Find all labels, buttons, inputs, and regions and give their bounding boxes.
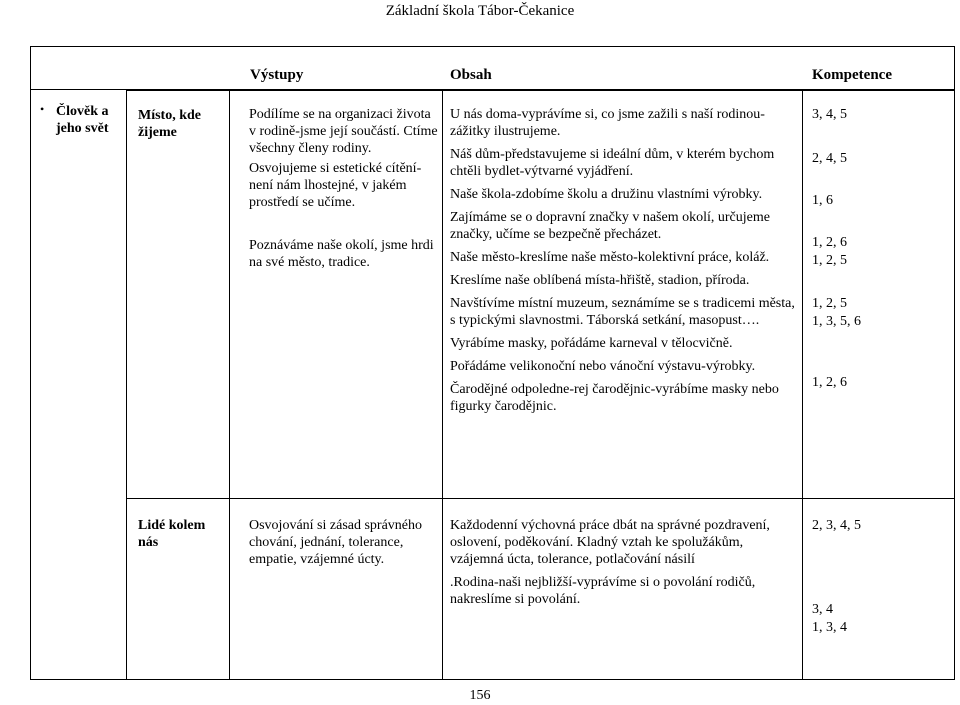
table-border-bottom <box>30 679 955 680</box>
column-header-kompetence: Kompetence <box>812 67 892 83</box>
competences-cell <box>812 106 952 391</box>
competence-value: 1, 2, 6 <box>812 375 847 390</box>
bullet-icon: • <box>40 102 45 116</box>
content-cell <box>450 106 798 421</box>
theme-label: Člověk a jeho svět <box>56 104 109 136</box>
competence-value: 1, 2, 6 <box>812 235 847 250</box>
content-item: Každodenní výchovná práce dbát na správné pozdravení, oslovení, poděkování. Kladný vztah ke spolužákům, vzájemná úcta, tolerance, potlačování násilí <box>450 518 770 567</box>
content-item: Kreslíme naše oblíbená místa-hřiště, stadion, příroda. <box>450 273 750 288</box>
table-border-right <box>954 46 955 680</box>
content-item: Vyrábíme masky, pořádáme karneval v tělocvičně. <box>450 336 733 351</box>
table-border-left <box>30 46 31 680</box>
output-item: Podílíme se na organizaci života v rodině-jsme její součástí. Ctíme všechny členy rodiny. <box>249 107 438 156</box>
outputs-cell <box>249 517 439 574</box>
col-divider-1 <box>126 89 127 680</box>
content-item: Čarodějné odpoledne-rej čarodějnic-vyrábíme masky nebo figurky čarodějnic. <box>450 382 779 414</box>
output-item: Osvojujeme si estetické cítění-není nám lhostejné, v jakém prostředí se učíme. <box>249 161 422 210</box>
content-item: Navštívíme místní muzeum, seznámíme se s tradicemi města, s typickými slavnostmi. Táborská setkání, masopust…. <box>450 296 795 328</box>
competence-value: 1, 6 <box>812 193 833 208</box>
competence-value: 2, 3, 4, 5 <box>812 518 861 533</box>
content-item: Naše škola-zdobíme školu a družinu vlastními výrobky. <box>450 187 763 202</box>
curriculum-table <box>30 46 955 680</box>
content-item: Pořádáme velikonoční nebo vánoční výstavu-výrobky. <box>450 359 756 374</box>
content-item: U nás doma-vyprávíme si, co jsme zažili s naší rodinou-zážitky ilustrujeme. <box>450 107 765 139</box>
page-number: 156 <box>469 688 491 703</box>
output-item: Osvojování si zásad správného chování, jednání, tolerance, empatie, vzájemné úcty. <box>249 518 423 567</box>
competence-value: 1, 2, 5 <box>812 253 847 268</box>
header-row-divider-2 <box>126 90 955 91</box>
competence-value: 2, 4, 5 <box>812 151 847 166</box>
section-divider <box>126 498 955 499</box>
col-divider-3 <box>442 89 443 680</box>
content-item: Naše město-kreslíme naše město-kolektivní práce, koláž. <box>450 250 770 265</box>
competence-value: 3, 4 <box>812 602 833 617</box>
col-divider-2 <box>229 89 230 680</box>
column-header-obsah: Obsah <box>450 67 492 83</box>
content-cell <box>450 517 798 614</box>
column-header-vystupy: Výstupy <box>250 67 304 83</box>
col-divider-4 <box>802 89 803 680</box>
competence-value: 3, 4, 5 <box>812 107 847 122</box>
outputs-cell <box>249 106 439 277</box>
competence-value: 1, 3, 4 <box>812 620 847 635</box>
output-item: Poznáváme naše okolí, jsme hrdi na své město, tradice. <box>249 238 434 270</box>
subtheme-label: Místo, kde žijeme <box>138 108 201 140</box>
competences-cell <box>812 517 952 636</box>
content-item: Zajímáme se o dopravní značky v našem okolí, určujeme značky, učíme se bezpečně přecházet. <box>450 210 770 242</box>
competence-value: 1, 2, 5 <box>812 296 847 311</box>
competence-value: 1, 3, 5, 6 <box>812 314 861 329</box>
subtheme-label: Lidé kolem nás <box>138 518 206 550</box>
content-item: .Rodina-naši nejbližší-vyprávíme si o povolání rodičů, nakreslíme si povolání. <box>450 575 756 607</box>
page-header: Základní škola Tábor-Čekanice <box>385 3 575 19</box>
table-border-top <box>30 46 955 47</box>
content-item: Náš dům-představujeme si ideální dům, v kterém bychom chtěli bydlet-výtvarné vyjádření. <box>450 147 775 179</box>
